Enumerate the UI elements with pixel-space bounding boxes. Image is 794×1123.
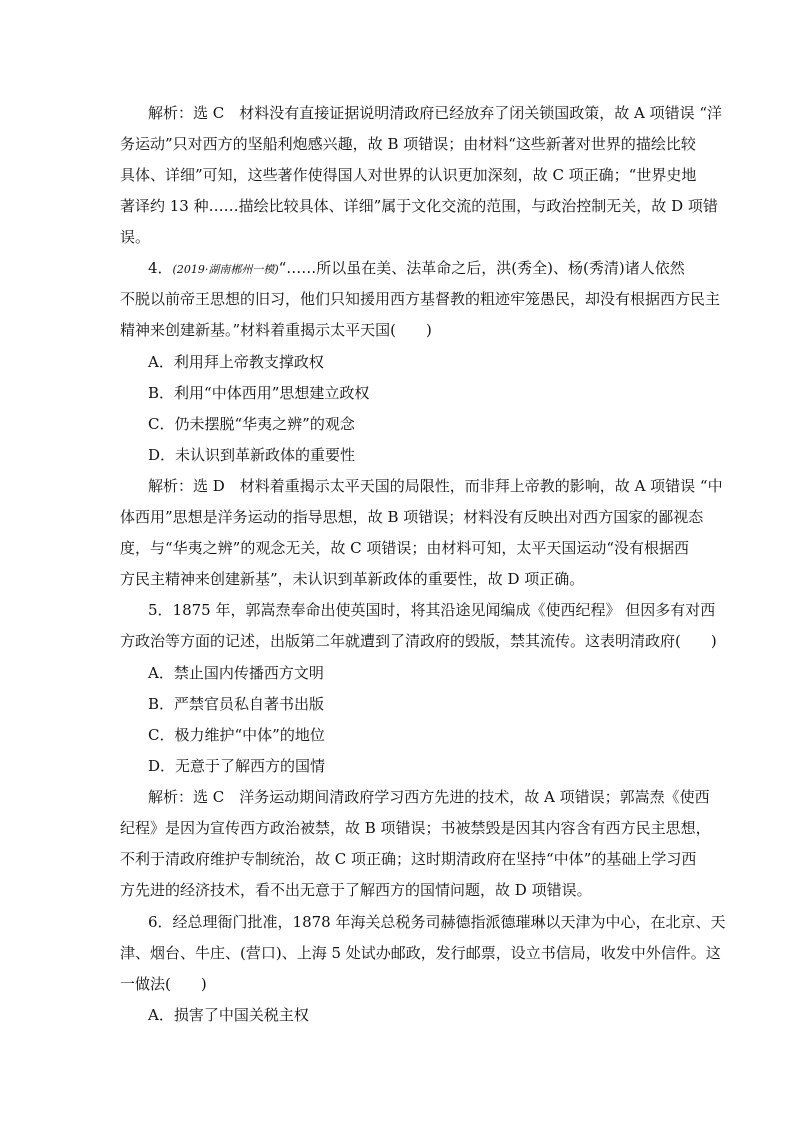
q4-stem-line: 不脱以前帝王思想的旧习，他们只知援用西方基督教的粗迹牢笼愚民，却没有根据西方民主 [120,290,721,308]
q5-option-d: D．无意于了解西方的国情 [148,757,326,775]
q5-explanation-line: 纪程》是因为宣传西方政治被禁，故 B 项错误；书被禁毁是因其内容含有西方民主思想， [120,819,711,837]
q5-option-b: B．严禁官员私自著书出版 [148,695,325,713]
q6-stem-line: 6．经总理衙门批准，1878 年海关总税务司赫德指派德璀琳以天津为中心，在北京、天 [148,913,726,931]
q4-stem-line: 精神来创建新基。”材料着重揭示太平天国( ) [120,321,432,339]
q5-explanation-line: 不利于清政府维护专制统治，故 C 项正确；这时期清政府在坚持“中体”的基础上学习西 [120,850,697,868]
q5-stem-line: 5．1875 年，郭嵩焘奉命出使英国时，将其沿途见闻编成《使西纪程》 但因多有对西 [148,601,716,619]
q4-explanation-line: 体西用”思想是洋务运动的指导思想，故 B 项错误；材料没有反映出对西方国家的鄙视态 [120,508,704,526]
q5-explanation-line: 方先进的经济技术，看不出无意于了解西方的国情问题，故 D 项错误。 [120,881,592,899]
q4-explanation-line: 解析：选 D 材料着重揭示太平天国的局限性，而非拜上帝教的影响，故 A 项错误 “中 [148,477,723,495]
q5-stem-line: 方政治等方面的记述，出版第二年就遭到了清政府的毁版，禁其流传。这表明清政府( ) [120,632,717,650]
q5-explanation-line: 解析：选 C 洋务运动期间清政府学习西方先进的技术，故 A 项错误；郭嵩焘《使西 [148,788,710,806]
q4-explanation-line: 度，与“华夷之辨”的观念无关，故 C 项错误；由材料可知，太平天国运动“没有根据西 [120,539,690,557]
q3-explanation-line: 误。 [120,228,151,246]
q3-explanation-line: 具体、详细”可知，这些著作使得国人对世界的认识更加深刻，故 C 项正确；“世界史地 [120,166,697,184]
q6-stem-line: 一做法( ) [120,975,207,993]
q3-explanation-line: 著译约 13 种……描绘比较具体、详细”属于文化交流的范围，与政治控制无关，故 D 项错 [120,197,718,215]
q5-option-a: A．禁止国内传播西方文明 [148,664,324,682]
q4-option-d: D．未认识到革新政体的重要性 [148,446,356,464]
q6-stem-line: 津、烟台、牛庄、(营口)、上海 5 处试办邮政，发行邮票，设立书信局，收发中外信件。这 [120,944,721,962]
q4-option-a: A．利用拜上帝教支撑政权 [148,353,324,371]
q4-explanation-line: 方民主精神来创建新基”，未认识到革新政体的重要性，故 D 项正确。 [120,570,585,588]
q4-stem [148,258,685,280]
q4-option-c: C．仍未摆脱“华夷之辨”的观念 [148,415,355,433]
q4-number: 4． [148,259,173,277]
q3-explanation-line: 解析：选 C 材料没有直接证据说明清政府已经放弃了闭关锁国政策，故 A 项错误 “洋 [148,104,723,122]
q6-option-a: A．损害了中国关税主权 [148,1006,309,1024]
q4-option-b: B．利用“中体西用”思想建立政权 [148,384,370,402]
q3-explanation-line: 务运动”只对西方的坚船利炮感兴趣，故 B 项错误；由材料“这些新著对世界的描绘比较 [120,135,696,153]
q4-source: (2019·湖南郴州一模) [172,263,279,276]
q5-option-c: C．极力维护“中体”的地位 [148,726,325,744]
q4-stem-line: “……所以虽在美、法革命之后，洪(秀全)、杨(秀清)诸人依然 [278,259,685,277]
